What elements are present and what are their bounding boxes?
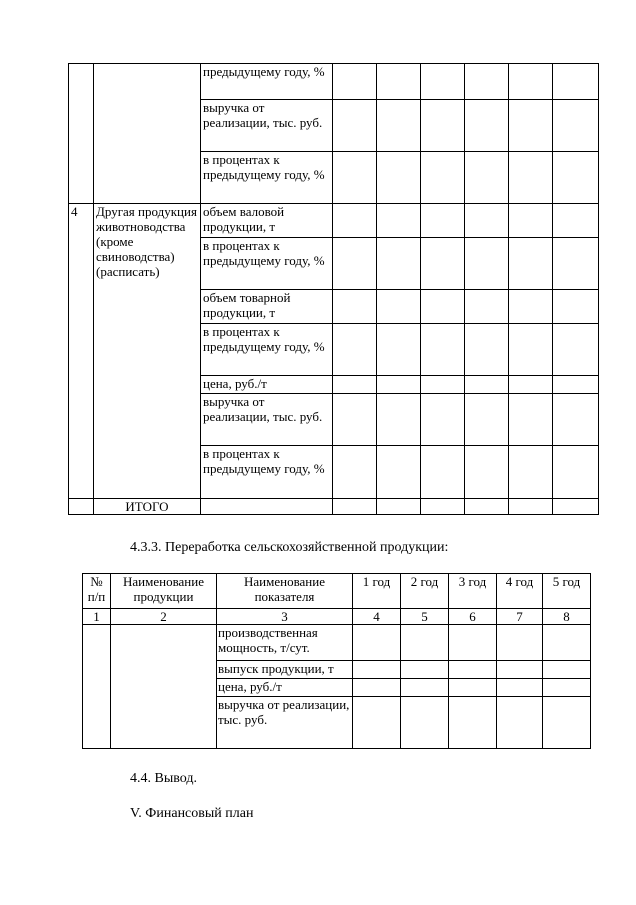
indicator-cell: в процентах к предыдущему году, % bbox=[201, 238, 333, 290]
year-cell bbox=[333, 499, 377, 515]
year-cell bbox=[543, 661, 591, 679]
header-row bbox=[83, 574, 591, 609]
header-year-3: 3 год bbox=[449, 574, 497, 609]
year-cell bbox=[465, 446, 509, 499]
year-cell bbox=[421, 152, 465, 204]
year-cell bbox=[465, 324, 509, 376]
year-cell bbox=[353, 661, 401, 679]
year-cell bbox=[553, 446, 599, 499]
number-cell bbox=[69, 499, 94, 515]
header-product-name: Наименование продукции bbox=[111, 574, 217, 609]
year-cell bbox=[509, 376, 553, 394]
section-heading-44: 4.4. Вывод. bbox=[130, 771, 197, 786]
indicator-cell: цена, руб./т bbox=[217, 679, 353, 697]
year-cell bbox=[353, 625, 401, 661]
year-cell bbox=[333, 152, 377, 204]
year-cell bbox=[377, 238, 421, 290]
year-cell bbox=[553, 204, 599, 238]
indicator-cell: цена, руб./т bbox=[201, 376, 333, 394]
year-cell bbox=[333, 204, 377, 238]
year-cell bbox=[401, 697, 449, 749]
year-cell bbox=[509, 64, 553, 100]
year-cell bbox=[553, 152, 599, 204]
year-cell bbox=[333, 64, 377, 100]
year-cell bbox=[353, 679, 401, 697]
year-cell bbox=[421, 499, 465, 515]
year-cell bbox=[465, 204, 509, 238]
indicator-cell: выручка от реализации, тыс. руб. bbox=[217, 697, 353, 749]
year-cell bbox=[509, 499, 553, 515]
year-cell bbox=[377, 446, 421, 499]
year-cell bbox=[553, 100, 599, 152]
year-cell bbox=[377, 394, 421, 446]
year-cell bbox=[553, 290, 599, 324]
product-name-cell bbox=[111, 625, 217, 749]
year-cell bbox=[421, 100, 465, 152]
year-cell bbox=[553, 394, 599, 446]
header-year-1: 1 год bbox=[353, 574, 401, 609]
year-cell bbox=[553, 238, 599, 290]
number-cell bbox=[69, 64, 94, 204]
indicator-cell: объем валовой продукции, т bbox=[201, 204, 333, 238]
column-number: 6 bbox=[449, 609, 497, 625]
header-year-5: 5 год bbox=[543, 574, 591, 609]
section-heading-v: V. Финансовый план bbox=[130, 806, 254, 821]
header-indicator-name: Наименование показателя bbox=[217, 574, 353, 609]
year-cell bbox=[465, 394, 509, 446]
year-cell bbox=[509, 324, 553, 376]
year-cell bbox=[543, 625, 591, 661]
column-number: 7 bbox=[497, 609, 543, 625]
product-name-cell bbox=[94, 64, 201, 204]
year-cell bbox=[401, 679, 449, 697]
year-cell bbox=[509, 446, 553, 499]
indicator-cell: выручка от реализации, тыс. руб. bbox=[201, 100, 333, 152]
year-cell bbox=[377, 376, 421, 394]
year-cell bbox=[497, 697, 543, 749]
year-cell bbox=[333, 394, 377, 446]
column-number: 3 bbox=[217, 609, 353, 625]
column-number: 5 bbox=[401, 609, 449, 625]
year-cell bbox=[497, 661, 543, 679]
year-cell bbox=[449, 697, 497, 749]
year-cell bbox=[553, 499, 599, 515]
year-cell bbox=[465, 499, 509, 515]
year-cell bbox=[543, 679, 591, 697]
number-cell bbox=[83, 625, 111, 749]
year-cell bbox=[543, 697, 591, 749]
year-cell bbox=[553, 376, 599, 394]
year-cell bbox=[421, 324, 465, 376]
year-cell bbox=[449, 625, 497, 661]
year-cell bbox=[333, 238, 377, 290]
indicator-cell: предыдущему году, % bbox=[201, 64, 333, 100]
year-cell bbox=[497, 679, 543, 697]
processing-table bbox=[82, 573, 591, 749]
table-row bbox=[69, 204, 599, 238]
year-cell bbox=[333, 290, 377, 324]
year-cell bbox=[465, 376, 509, 394]
year-cell bbox=[465, 100, 509, 152]
year-cell bbox=[497, 625, 543, 661]
year-cell bbox=[333, 446, 377, 499]
year-cell bbox=[401, 661, 449, 679]
year-cell bbox=[553, 324, 599, 376]
year-cell bbox=[421, 204, 465, 238]
indicator-cell: в процентах к предыдущему году, % bbox=[201, 152, 333, 204]
indicator-cell: выпуск продукции, т bbox=[217, 661, 353, 679]
year-cell bbox=[377, 324, 421, 376]
indicator-cell bbox=[201, 499, 333, 515]
year-cell bbox=[509, 100, 553, 152]
year-cell bbox=[333, 100, 377, 152]
year-cell bbox=[421, 238, 465, 290]
year-cell bbox=[509, 238, 553, 290]
year-cell bbox=[401, 625, 449, 661]
column-number: 1 bbox=[83, 609, 111, 625]
year-cell bbox=[465, 238, 509, 290]
year-cell bbox=[465, 152, 509, 204]
column-number: 2 bbox=[111, 609, 217, 625]
year-cell bbox=[449, 661, 497, 679]
year-cell bbox=[421, 394, 465, 446]
indicator-cell: в процентах к предыдущему году, % bbox=[201, 324, 333, 376]
indicator-cell: производственная мощность, т/сут. bbox=[217, 625, 353, 661]
year-cell bbox=[377, 499, 421, 515]
year-cell bbox=[377, 290, 421, 324]
livestock-products-table bbox=[68, 63, 599, 515]
total-row bbox=[69, 499, 599, 515]
year-cell bbox=[553, 64, 599, 100]
year-cell bbox=[421, 376, 465, 394]
indicator-cell: в процентах к предыдущему году, % bbox=[201, 446, 333, 499]
year-cell bbox=[465, 290, 509, 324]
table-row bbox=[83, 625, 591, 661]
year-cell bbox=[333, 324, 377, 376]
indicator-cell: выручка от реализации, тыс. руб. bbox=[201, 394, 333, 446]
year-cell bbox=[377, 64, 421, 100]
table-row bbox=[69, 64, 599, 100]
indicator-cell: объем товарной продукции, т bbox=[201, 290, 333, 324]
year-cell bbox=[333, 376, 377, 394]
year-cell bbox=[449, 679, 497, 697]
header-year-4: 4 год bbox=[497, 574, 543, 609]
row-number: 4 bbox=[69, 204, 94, 499]
year-cell bbox=[421, 446, 465, 499]
year-cell bbox=[509, 152, 553, 204]
section-heading-433: 4.3.3. Переработка сельскохозяйственной продукции: bbox=[130, 540, 449, 555]
total-label: ИТОГО bbox=[94, 499, 201, 515]
product-name: Другая продукция животноводства (кроме свиноводства) (расписать) bbox=[94, 204, 201, 499]
year-cell bbox=[377, 152, 421, 204]
column-number-row bbox=[83, 609, 591, 625]
header-year-2: 2 год bbox=[401, 574, 449, 609]
year-cell bbox=[509, 204, 553, 238]
year-cell bbox=[509, 394, 553, 446]
header-number: № п/п bbox=[83, 574, 111, 609]
year-cell bbox=[421, 64, 465, 100]
year-cell bbox=[509, 290, 553, 324]
year-cell bbox=[353, 697, 401, 749]
year-cell bbox=[377, 204, 421, 238]
year-cell bbox=[377, 100, 421, 152]
column-number: 4 bbox=[353, 609, 401, 625]
column-number: 8 bbox=[543, 609, 591, 625]
year-cell bbox=[465, 64, 509, 100]
year-cell bbox=[421, 290, 465, 324]
